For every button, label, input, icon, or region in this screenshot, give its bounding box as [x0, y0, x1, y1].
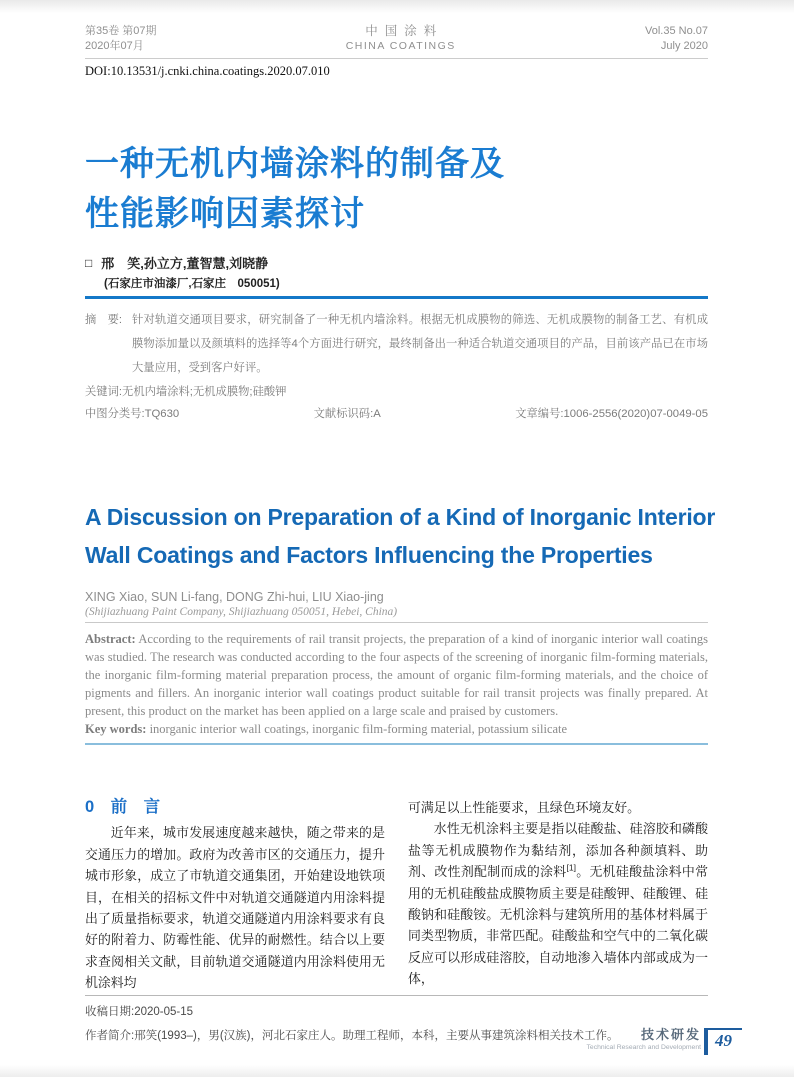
article-title-en-line1: A Discussion on Preparation of a Kind of Inorganic Interior	[85, 504, 716, 530]
reference-marker: [1]	[566, 862, 576, 873]
abstract-paragraph-en	[85, 630, 708, 720]
body-paragraph-1: 近年来，城市发展速度越来越快，随之带来的是交通压力的增加。政府为改善市区的交通压力，提升城市形象，成立了市轨道交通集团，开始建设地铁项目，在相关的招标文件中对轨道交通隧道内用涂料提出了质量指标要求，轨道交通隧道内用涂料要求有良好的附着力、防霉性能、优异的耐燃性。结合以上要求查阅相关文献，目前轨道交通隧道内用涂料使用无机涂料均	[85, 825, 385, 991]
keywords-label-en: Key words:	[85, 722, 147, 736]
article-title-cn-line2: 性能影响因素探讨	[85, 195, 365, 233]
affiliation-cn: (石家庄市油漆厂,石家庄 050051)	[104, 278, 280, 290]
keywords-line-en	[85, 720, 708, 738]
title-divider-blue	[85, 296, 708, 299]
abstract-block-en	[85, 630, 708, 738]
journal-name-en: CHINA COATINGS	[345, 40, 456, 52]
body-columns	[85, 797, 708, 994]
author-bio: 作者简介:邢笑(1993–)，男(汉族)，河北石家庄人。助理工程师，本科，主要从事建筑涂料相关技术工作。	[85, 1030, 619, 1043]
keywords-cn: 关键词:无机内墙涂料;无机成膜物;硅酸钾	[85, 386, 287, 398]
vol-number: Vol.35 No.07	[644, 25, 708, 37]
abstract-row-cn	[85, 308, 708, 380]
author-names-cn: 邢 笑,孙立方,董智慧,刘晓静	[101, 256, 269, 271]
page-content	[85, 0, 716, 1049]
received-date: 收稿日期:2020-05-15	[85, 1005, 194, 1018]
authors-cn	[85, 253, 708, 272]
issue-date: 2020年07月	[85, 40, 144, 52]
abstract-text-cn: 针对轨道交通项目要求，研究制备了一种无机内墙涂料。根据无机成膜物的筛选、无机成膜物的制备工艺、有机成膜物添加量以及颜填料的选择等4个方面进行研究，最终制备出一种适合轨道交通项目的产品，目前该产品已在市场大量应用，受到客户好评。	[132, 314, 708, 374]
vol-date: July 2020	[660, 40, 708, 52]
page-number: 49	[715, 1031, 732, 1050]
issue-volume: 第35卷 第07期	[85, 25, 157, 37]
article-title-cn	[85, 139, 708, 239]
body-paragraph-2	[408, 818, 708, 989]
abstract-label-en: Abstract:	[85, 632, 136, 646]
paragraph-2-text-pre: 水性无机涂料主要是指以硅酸盐、硅溶胶和磷酸盐等无机成膜物作为黏结剂，添加各种颜填料、助剂、改性剂配制而成的涂料	[408, 821, 708, 880]
page-number-box	[704, 1028, 742, 1055]
classification-row	[85, 406, 708, 422]
abstract-block-cn	[85, 308, 708, 422]
body-column-left	[85, 797, 385, 994]
section-heading: 0 前 言	[85, 798, 161, 816]
journal-name	[346, 24, 456, 54]
document-code: 文献标识码:A	[313, 408, 381, 420]
journal-header	[85, 24, 708, 54]
article-id: 文章编号:1006-2556(2020)07-0049-05	[515, 408, 708, 420]
authors-en: XING Xiao, SUN Li-fang, DONG Zhi-hui, LIU Xiao-jing	[85, 590, 384, 604]
header-vol-info	[645, 24, 708, 54]
clc-number: 中图分类号:TQ630	[85, 408, 180, 420]
footer-section-label	[587, 1028, 701, 1051]
keywords-text-en: inorganic interior wall coatings, inorganic film-forming material, potassium silicate	[146, 722, 568, 736]
doi-line: DOI:10.13531/j.cnki.china.coatings.2020.07.010	[85, 64, 330, 78]
paragraph-2-text-post: 。无机硅酸盐涂料中常用的无机硅酸盐成膜物质主要是硅酸钾、硅酸锂、硅酸钠和硅酸铵。无机涂料与建筑所用的基体材料属于同类型物质，非常匹配。硅酸盐和空气中的二氧化碳反应可以形成硅溶胶，自动地渗入墙体内部或成为一体，	[408, 864, 709, 987]
abstract-label-cn: 摘 要:	[85, 314, 123, 326]
page-footer	[587, 1028, 742, 1055]
article-title-en-line2: Wall Coatings and Factors Influencing the Properties	[85, 542, 653, 568]
journal-name-cn: 中国涂料	[365, 24, 444, 38]
header-issue-info	[85, 24, 157, 54]
header-divider	[85, 58, 708, 59]
article-title-en	[85, 498, 716, 574]
abstract-divider-en	[85, 622, 708, 623]
body-column-right	[408, 797, 708, 994]
affiliation-en: (Shijiazhuang Paint Company, Shijiazhuang 050051, Hebei, China)	[85, 606, 398, 618]
keywords-divider-blue	[85, 743, 708, 745]
footer-section-en: Technical Research and Development	[586, 1044, 701, 1051]
abstract-text-en: According to the requirements of rail transit projects, the preparation of a kind of inorganic interior wall coatings was studied. The research was conducted according to the four aspects of the screening of inorganic film-forming materials, the inorganic film-forming material preparation process, the amount of organic film-forming materials, and the choice of pigments and fillers. An inorganic interior wall coatings product suitable for rail transit projects was finally prepared. At present, this product on the market has been applied on a large scale and praised by customers.	[85, 632, 708, 718]
author-marker-square: □	[85, 256, 93, 270]
body-paragraph-1-continued: 可满足以上性能要求，且绿色环境友好。	[408, 800, 641, 815]
article-title-cn-line1: 一种无机内墙涂料的制备及	[85, 145, 505, 183]
footer-section-cn: 技术研发	[640, 1027, 701, 1042]
